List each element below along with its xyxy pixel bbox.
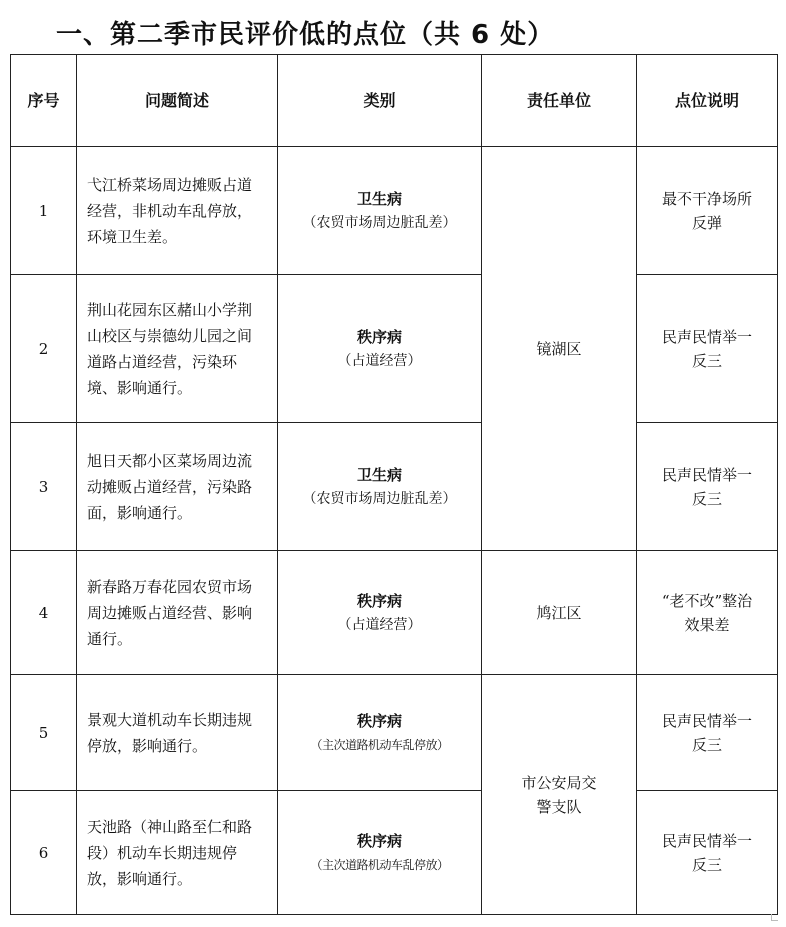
issue-description-text: 旭日天都小区菜场周边流动摊贩占道经营，污染路面，影响通行。 [87,451,253,522]
category-detail: （占道经营） [337,616,422,633]
point-note: 民声民情举一反三 [637,675,778,791]
issue-description [77,275,278,423]
responsible-unit: 鸠江区 [482,551,637,675]
issue-description [77,423,278,551]
category-main: 秩序病 [356,711,402,730]
row-number: 1 [11,147,77,275]
issue-description-text: 天池路（神山路至仁和路段）机动车长期违规停放，影响通行。 [87,817,253,888]
category-main: 秩序病 [356,327,402,346]
column-header-no: 序号 [11,55,77,147]
row-number: 2 [11,275,77,423]
issue-description [77,791,278,915]
column-header-category: 类别 [278,55,482,147]
category-main: 卫生病 [356,189,402,208]
category-detail: （农贸市场周边脏乱差） [302,490,457,507]
table-row [11,675,778,791]
category-detail: （主次道路机动车乱停放） [310,737,449,752]
table-row [11,275,778,423]
table-header-row [11,55,778,147]
category-cell [278,147,482,275]
category-main: 秩序病 [356,591,402,610]
issue-description [77,675,278,791]
row-number: 4 [11,551,77,675]
row-number: 3 [11,423,77,551]
category-main: 卫生病 [356,465,402,484]
issue-description [77,147,278,275]
page-corner-mark [771,914,778,921]
point-note: 民声民情举一反三 [637,423,778,551]
table-row [11,791,778,915]
category-detail: （占道经营） [337,352,422,369]
table-row [11,147,778,275]
category-detail: （农贸市场周边脏乱差） [302,214,457,231]
table-row [11,551,778,675]
category-detail: （主次道路机动车乱停放） [310,857,449,872]
category-cell [278,675,482,791]
point-note: 最不干净场所反弹 [637,147,778,275]
issue-description-text: 新春路万春花园农贸市场周边摊贩占道经营、影响通行。 [87,577,253,648]
issue-description-text: 弋江桥菜场周边摊贩占道经营，非机动车乱停放，环境卫生差。 [87,175,253,246]
category-cell [278,551,482,675]
column-header-note: 点位说明 [637,55,778,147]
responsible-unit: 市公安局交警支队 [482,675,637,915]
issue-description-text: 景观大道机动车长期违规停放，影响通行。 [87,710,253,755]
category-cell [278,423,482,551]
responsible-unit: 镜湖区 [482,147,637,551]
issue-description [77,551,278,675]
category-cell [278,275,482,423]
issue-description-text: 荆山花园东区赭山小学荆山校区与崇德幼儿园之间道路占道经营，污染环境、影响通行。 [87,300,253,397]
point-note: “老不改”整治效果差 [637,551,778,675]
evaluation-table [10,54,778,915]
row-number: 6 [11,791,77,915]
point-note: 民声民情举一反三 [637,791,778,915]
category-main: 秩序病 [356,831,402,850]
point-note: 民声民情举一反三 [637,275,778,423]
row-number: 5 [11,675,77,791]
table-row [11,423,778,551]
column-header-desc: 问题简述 [77,55,278,147]
column-header-unit: 责任单位 [482,55,637,147]
page-title: 一、第二季市民评价低的点位（共 6 处） [56,20,555,50]
category-cell [278,791,482,915]
